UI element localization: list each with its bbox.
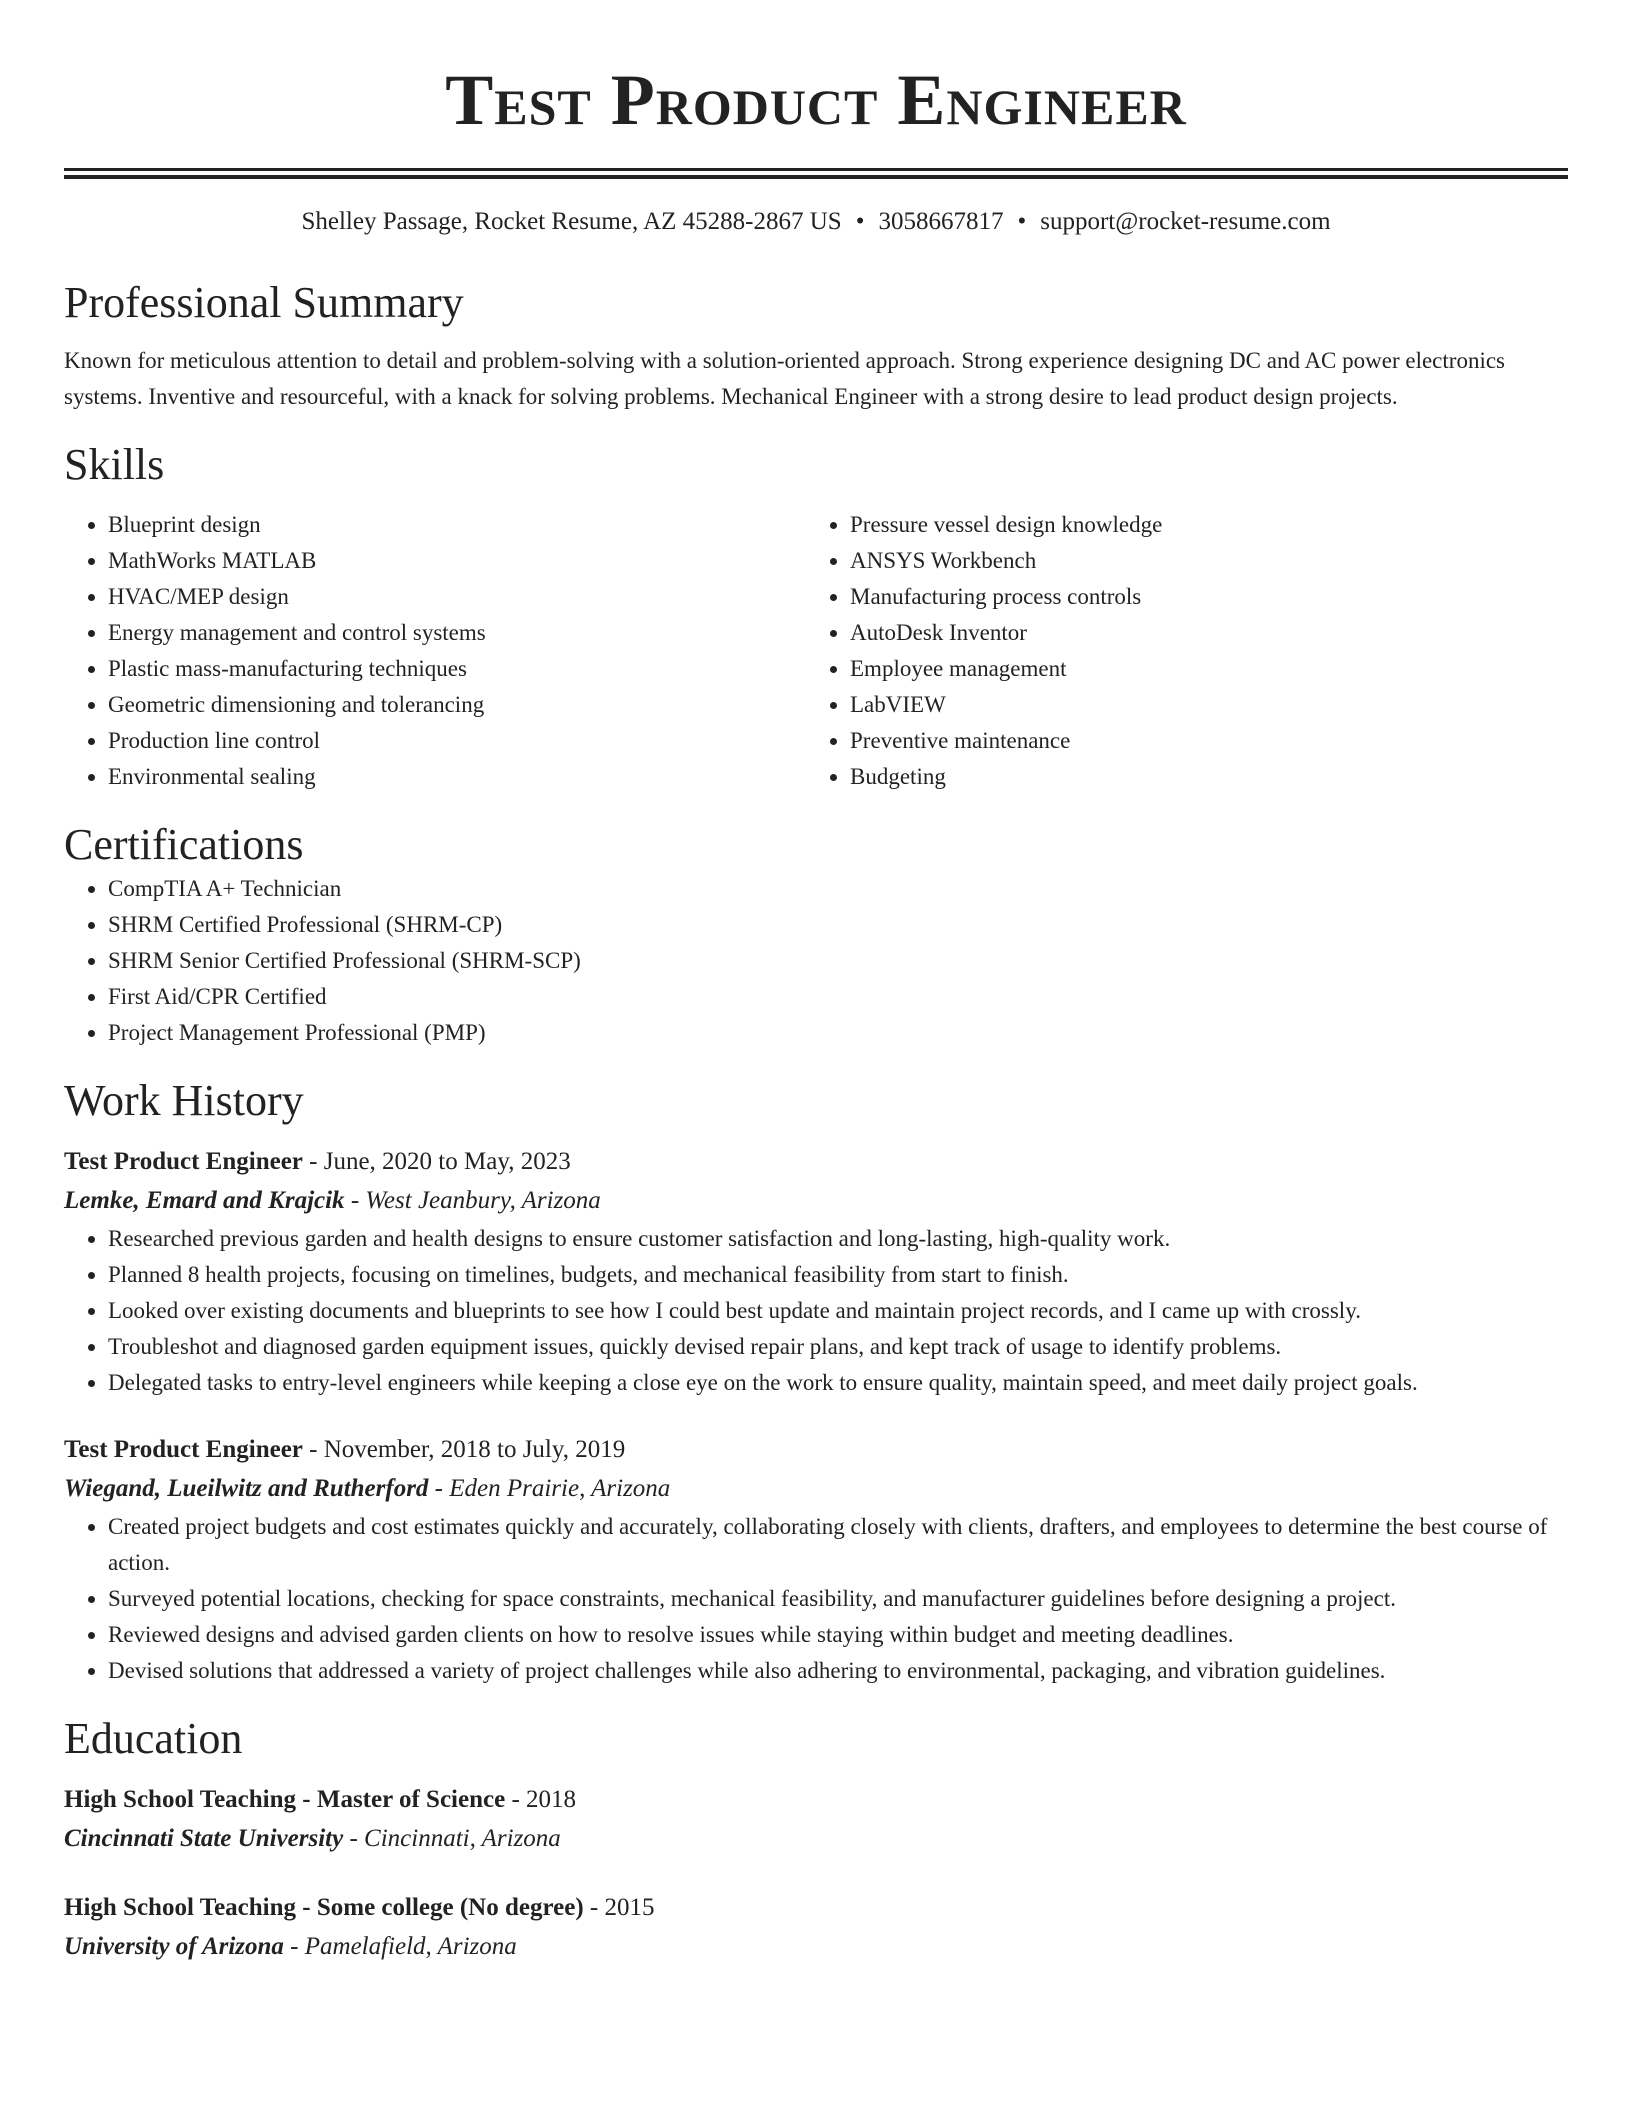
skill-item: • Blueprint design [108,507,806,543]
job-duty: • Reviewed designs and advised garden clients on how to resolve issues while staying within budget and meeting deadlines. [108,1617,1568,1653]
education-header [64,1889,1568,1927]
certification-item: • SHRM Certified Professional (SHRM-CP) [108,907,1568,943]
job-employer [64,1469,1568,1509]
skill-item: • Geometric dimensioning and tolerancing [108,687,806,723]
summary-heading: Professional Summary [64,278,464,327]
job-company: Lemke, Emard and Krajcik [64,1187,345,1214]
skill-item: • Employee management [850,651,1548,687]
education-location: - Pamelafield, Arizona [283,1933,517,1960]
skill-item: • MathWorks MATLAB [108,543,806,579]
education-heading: Education [64,1714,243,1763]
work-history-heading: Work History [64,1076,304,1125]
skill-item: • AutoDesk Inventor [850,615,1548,651]
job-employer [64,1181,1568,1221]
education-year: - 2015 [583,1894,655,1921]
job-location: - West Jeanbury, Arizona [344,1187,601,1214]
job-company: Wiegand, Lueilwitz and Rutherford [64,1475,429,1502]
contact-separator: • [855,208,865,235]
skill-item: • Manufacturing process controls [850,579,1548,615]
work-history-section [64,1075,1568,1689]
contact-email: support@rocket-resume.com [1040,208,1331,235]
job-duty: • Looked over existing documents and blueprints to see how I could best update and maintain project records, and I came up with crossly. [108,1293,1568,1329]
job-title: Test Product Engineer [64,1436,303,1463]
education-school-line [64,1819,1568,1859]
title-divider [64,168,1568,179]
education-entry [64,1781,1568,1859]
education-year: - 2018 [505,1786,577,1813]
skill-item: • HVAC/MEP design [108,579,806,615]
summary-section [64,277,1568,415]
skill-item: • Energy management and control systems [108,615,806,651]
education-section [64,1713,1568,1967]
skill-item: • Environmental sealing [108,759,806,795]
job-duty: • Troubleshot and diagnosed garden equipment issues, quickly devised repair plans, and kept track of usage to identify problems. [108,1329,1568,1365]
education-entry [64,1889,1568,1967]
skill-item: • LabVIEW [850,687,1548,723]
contact-phone: 3058667817 [878,208,1004,235]
job-entry [64,1143,1568,1401]
certification-item: • Project Management Professional (PMP) [108,1015,1568,1051]
skills-column-right [806,507,1548,795]
job-duties-list [64,1509,1568,1689]
skills-grid [64,507,1568,795]
certifications-section [64,819,1568,1051]
job-duty: • Created project budgets and cost estimates quickly and accurately, collaborating closely with clients, drafters, and employees to determine the best course of action. [108,1509,1568,1581]
certification-item: • First Aid/CPR Certified [108,979,1568,1015]
contact-separator: • [1017,208,1027,235]
education-school: Cincinnati State University [64,1825,344,1852]
education-school-line [64,1927,1568,1967]
job-location: - Eden Prairie, Arizona [428,1475,671,1502]
education-school: University of Arizona [64,1933,284,1960]
job-dates: - June, 2020 to May, 2023 [302,1148,571,1175]
job-title: Test Product Engineer [64,1148,303,1175]
certifications-list [64,871,1568,1051]
job-duty: • Planned 8 health projects, focusing on timelines, budgets, and mechanical feasibility from start to finish. [108,1257,1568,1293]
job-duty: • Researched previous garden and health designs to ensure customer satisfaction and long-lasting, high-quality work. [108,1221,1568,1257]
education-header [64,1781,1568,1819]
skill-item: • Pressure vessel design knowledge [850,507,1548,543]
skills-heading: Skills [64,440,165,489]
job-entry [64,1431,1568,1689]
skill-item: • Production line control [108,723,806,759]
skill-item: • Plastic mass-manufacturing techniques [108,651,806,687]
job-duties-list [64,1221,1568,1401]
skills-list-left [64,507,806,795]
certification-item: • CompTIA A+ Technician [108,871,1568,907]
skill-item: • Preventive maintenance [850,723,1548,759]
skill-item: • Budgeting [850,759,1548,795]
skills-section [64,439,1568,795]
job-header [64,1143,1568,1181]
skills-column-left [64,507,806,795]
education-location: - Cincinnati, Arizona [343,1825,561,1852]
job-duty: • Surveyed potential locations, checking for space constraints, mechanical feasibility, and manufacturer guidelines before designing a project. [108,1581,1568,1617]
page-title: Test Product Engineer [445,60,1187,140]
skill-item: • ANSYS Workbench [850,543,1548,579]
contact-address: Shelley Passage, Rocket Resume, AZ 45288-2867 US [301,208,842,235]
job-header [64,1431,1568,1469]
skills-list-right [806,507,1548,795]
contact-line [64,207,1568,237]
certification-item: • SHRM Senior Certified Professional (SHRM-SCP) [108,943,1568,979]
summary-text: Known for meticulous attention to detail and problem-solving with a solution-oriented approach. Strong experience designing DC and AC power electronics systems. Inventive and resourceful, with a knack for solving problems. Mechanical Engineer with a strong desire to lead product design projects. [64,348,1505,409]
education-degree: High School Teaching - Master of Science [64,1786,506,1813]
education-degree: High School Teaching - Some college (No degree) [64,1894,584,1921]
certifications-heading: Certifications [64,820,304,869]
job-duty: • Devised solutions that addressed a variety of project challenges while also adhering to environmental, packaging, and vibration guidelines. [108,1653,1568,1689]
job-dates: - November, 2018 to July, 2019 [302,1436,626,1463]
job-duty: • Delegated tasks to entry-level engineers while keeping a close eye on the work to ensure quality, maintain speed, and meet daily project goals. [108,1365,1568,1401]
